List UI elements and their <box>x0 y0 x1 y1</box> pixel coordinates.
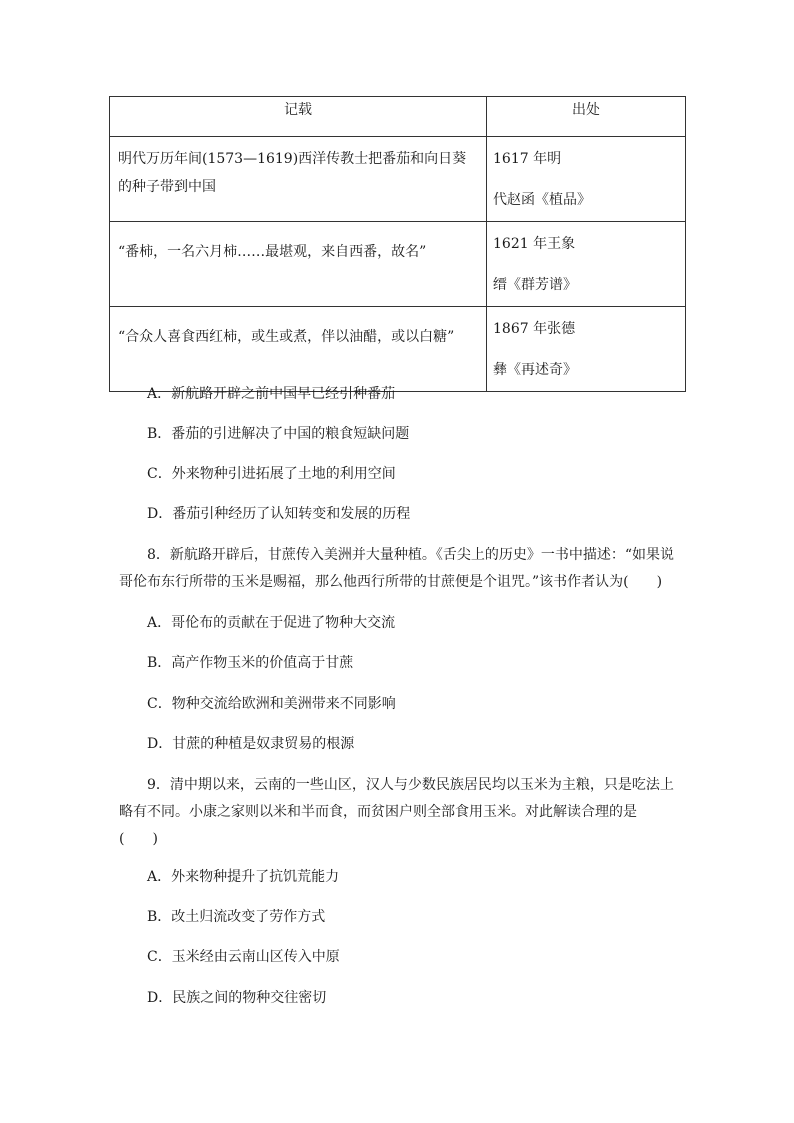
q9-option-c: C．玉米经由云南山区传入中原 <box>147 949 340 965</box>
source-line: 缙《群芳谱》 <box>493 277 577 293</box>
record-cell: “番柿，一名六月柿……最堪观，来自西番，故名” <box>118 244 427 260</box>
q7-option-a: A．新航路开辟之前中国早已经引种番茄 <box>147 386 396 402</box>
source-line: 彝《再述奇》 <box>493 362 577 378</box>
q7-option-b: B．番茄的引进解决了中国的粮食短缺问题 <box>147 426 410 442</box>
record-cell: 明代万历年间(1573—1619)西洋传教士把番茄和向日葵的种子带到中国 <box>118 151 467 195</box>
source-cell <box>487 137 685 221</box>
records-table <box>109 96 686 392</box>
q8-option-c: C．物种交流给欧洲和美洲带来不同影响 <box>147 696 396 712</box>
q8-option-b: B．高产作物玉米的价值高于甘蔗 <box>147 655 354 671</box>
q9-line: 略有不同。小康之家则以米和半而食，而贫困户则全部食用玉米。对此解读合理的是 <box>119 804 637 820</box>
q7-option-d: D．番茄引种经历了认知转变和发展的历程 <box>147 506 411 522</box>
q8-option-a: A．哥伦布的贡献在于促进了物种大交流 <box>147 615 396 631</box>
q8-stem <box>119 542 684 596</box>
q8-line: 哥伦布东行所带的玉米是赐福，那么他西行所带的甘蔗便是个诅咒。”该书作者认为( ) <box>119 574 663 590</box>
header-source: 出处 <box>487 97 686 137</box>
table-header-row <box>110 97 686 137</box>
record-cell: “合众人喜食西红柿，或生或煮，伴以油醋，或以白糖” <box>118 329 455 345</box>
q9-option-d: D．民族之间的物种交往密切 <box>147 990 327 1006</box>
q9-option-b: B．改土归流改变了劳作方式 <box>147 909 326 925</box>
table-row <box>110 137 686 222</box>
header-record: 记载 <box>110 97 487 137</box>
q9-option-a: A．外来物种提升了抗饥荒能力 <box>147 869 340 885</box>
q8-line: 8．新航路开辟后，甘蔗传入美洲并大量种植。《舌尖上的历史》一书中描述：“如果说 <box>147 547 675 563</box>
q8-option-d: D．甘蔗的种植是奴隶贸易的根源 <box>147 736 355 752</box>
table-row <box>110 222 686 307</box>
q7-option-c: C．外来物种引进拓展了土地的利用空间 <box>147 466 396 482</box>
q9-stem <box>119 772 684 853</box>
source-line: 1617 年明 <box>493 151 562 167</box>
source-line: 代赵函《植品》 <box>493 192 591 208</box>
source-line: 1621 年王象 <box>493 236 576 252</box>
source-line: 1867 年张德 <box>493 321 576 337</box>
source-cell <box>487 222 685 306</box>
source-cell <box>487 307 685 391</box>
q9-line: ( ) <box>119 831 158 847</box>
table-row <box>110 307 686 392</box>
q9-line: 9．清中期以来，云南的一些山区，汉人与少数民族居民均以玉米为主粮，只是吃法上 <box>147 777 674 793</box>
